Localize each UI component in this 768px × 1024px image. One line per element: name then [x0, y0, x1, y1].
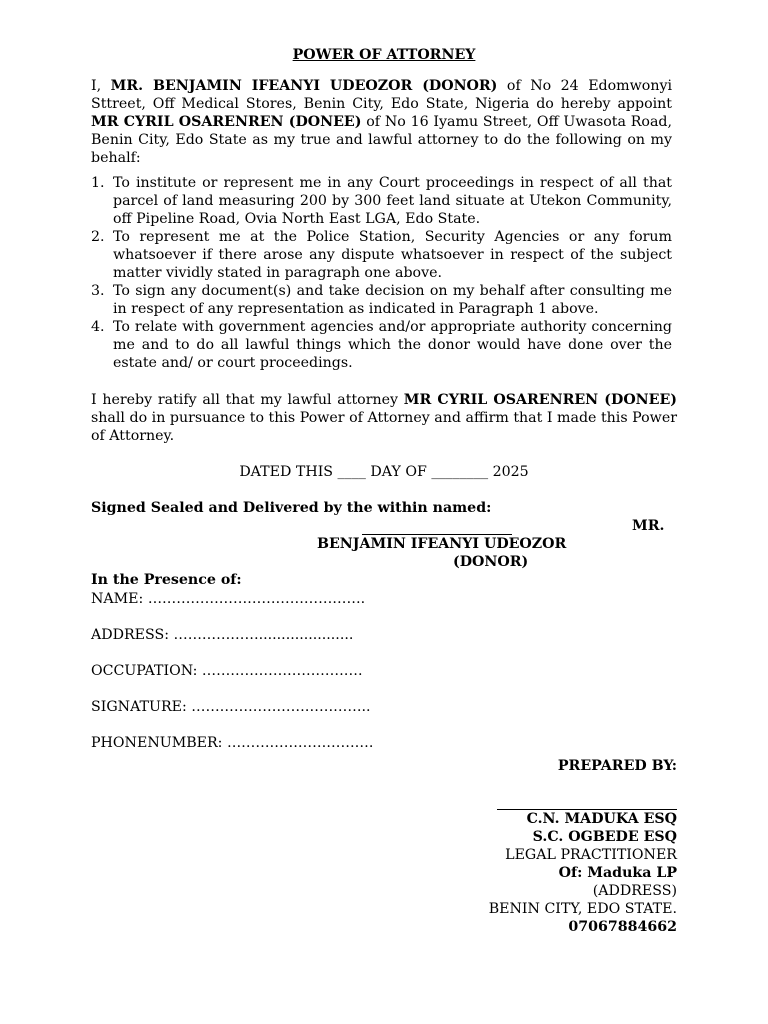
list-number: 1.	[91, 175, 105, 191]
preparer-role: LEGAL PRACTITIONER	[505, 847, 677, 863]
donee-name-bold: MR CYRIL OSARENREN (DONEE)	[403, 392, 677, 408]
list-number: 4.	[91, 319, 105, 335]
donee-name-bold: MR CYRIL OSARENREN (DONEE)	[91, 114, 362, 130]
donor-name-bold: MR. BENJAMIN IFEANYI UDEOZOR (DONOR)	[110, 78, 498, 94]
list-item-text: To institute or represent me in any Court proceedings in respect of all that parcel of land measuring 200 by 300 feet land situate at Utekon Community, off Pipeline Road, Ovia North East LGA, Edo State.	[113, 175, 672, 227]
preparer-name-1: C.N. MADUKA ESQ	[526, 811, 677, 827]
list-item	[91, 282, 672, 318]
prepared-by-label: PREPARED BY:	[557, 758, 677, 774]
list-number: 2.	[91, 229, 105, 245]
ratify-text: shall do in pursuance to this Power of Attorney and affirm that I made this Power of Attorney.	[91, 410, 677, 444]
witness-address-field: ADDRESS: ……………….....................	[91, 627, 354, 643]
intro-text: of No 16 Iyamu Street, Off Uwasota Road, Benin City, Edo State as my true and lawful attorney to do the following on my behalf:	[91, 114, 673, 166]
donor-title: MR.	[632, 518, 665, 534]
document-title: POWER OF ATTORNEY	[292, 47, 476, 63]
list-item	[91, 174, 672, 228]
donor-tag: (DONOR)	[453, 554, 529, 570]
list-item	[91, 228, 672, 282]
witness-occupation-field: OCCUPATION: …………………………….	[91, 663, 363, 679]
list-item-text: To represent me at the Police Station, Security Agencies or any forum whatsoever if there arose any dispute whatsoever in respect of the subject matter vividly stated in paragraph one above.	[113, 229, 672, 281]
ratify-paragraph	[91, 391, 677, 445]
powers-list	[91, 174, 672, 372]
intro-paragraph	[91, 77, 672, 167]
witness-signature-field: SIGNATURE: ………………………………..	[91, 699, 371, 715]
list-item-text: To relate with government agencies and/or appropriate authority concerning me and to do all lawful things which the donor would have done over the estate and/ or court proceedings.	[113, 319, 672, 371]
intro-text: of No 24 Edomwonyi Sttreet, Off Medical Stores, Benin City, Edo State, Nigeria do hereby appoint	[91, 78, 673, 112]
preparer-city: BENIN CITY, EDO STATE.	[488, 901, 677, 917]
signed-sealed-heading: Signed Sealed and Delivered by the within named:	[91, 500, 492, 516]
witness-name-field: NAME: ……………………………………….	[91, 591, 366, 607]
dated-line: DATED THIS ____ DAY OF ________ 2025	[239, 464, 529, 480]
donor-signature-line	[362, 516, 512, 535]
list-item	[91, 318, 672, 372]
intro-text: I,	[91, 78, 111, 94]
witness-phone-field: PHONENUMBER: ………………………….	[91, 735, 374, 751]
preparer-address: (ADDRESS)	[592, 883, 677, 899]
list-number: 3.	[91, 283, 105, 299]
presence-heading: In the Presence of:	[91, 572, 242, 588]
ratify-text: I hereby ratify all that my lawful attorney	[91, 392, 404, 408]
preparer-name-2: S.C. OGBEDE ESQ	[532, 829, 677, 845]
donor-signatory-name: BENJAMIN IFEANYI UDEOZOR	[317, 536, 567, 552]
preparer-firm: Of: Maduka LP	[558, 865, 677, 881]
list-item-text: To sign any document(s) and take decision on my behalf after consulting me in respect of any representation as indicated in Paragraph 1 above.	[113, 283, 672, 317]
preparer-phone: 07067884662	[568, 919, 677, 935]
preparer-signature-line	[497, 795, 677, 810]
